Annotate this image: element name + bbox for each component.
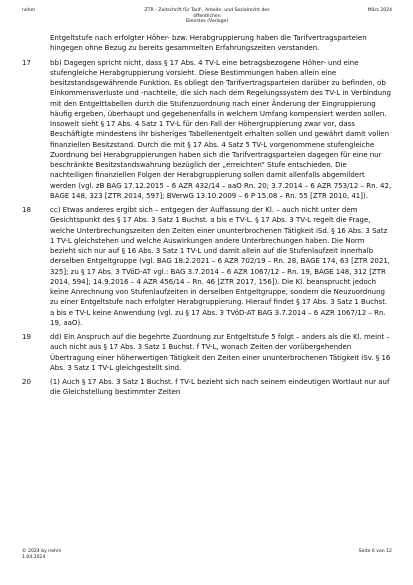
paragraph-continuation bbox=[22, 33, 392, 54]
paragraph-text: cc) Etwas anderes ergibt sich – entgegen der Auffassung der Kl. – auch nicht unter dem Gesichtspunkt des § 17 Abs. 3 Satz 1 Buchst. a bis e TV-L. § 17 Abs. 3 TV-L regelt die Frage, welche Unterbrechungszeiten den Zeiten einer ununterbrochenen Tätigkeit iSd. § 16 Abs. 3 Satz 1 TV-L gleichstehen und welche Auswirkungen andere Unterbrechungen haben. Die Norm bezieht sich nur auf § 16 Abs. 3 Satz 1 TV-L und damit allein auf die Stufenlaufzeit innerhalb derselben Entgeltgruppe (vgl. BAG 18.2.2021 – 6 AZR 702/19 – Rn. 28, BAGE 174, 63 [ZTR 2021, 325]; zu § 17 Abs. 3 TVöD-AT vgl.: BAG 3.7.2014 – 6 AZR 1067/12 – Rn. 19, BAGE 148, 312 [ZTR 2014, 594]; 14.9.2016 – 4 AZR 456/14 – Rn. 46 [ZTR 2017, 156]). Die Kl. beansprucht jedoch keine Anrechnung von Stufenlaufzeiten in derselben Entgeltgruppe, sondern die Neuzuordnung zu einer Entgeltstufe nach erfolgter Herabgruppierung. Hierauf findet § 17 Abs. 3 Satz 1 Buchst. a bis e TV-L keine Anwendung (vgl. zu § 17 Abs. 3 TVöD-AT BAG 3.7.2014 – 6 AZR 1067/12 – Rn. 19, aaO). bbox=[50, 206, 391, 327]
paragraph-text: Entgeltstufe nach erfolgter Höher- bzw. Herabgruppierung haben die Tarifvertragsparteien hingegen ohne Bezug zu bereits gesammelten Erfahrungszeiten verstanden. bbox=[50, 34, 367, 53]
header-date: März 2024 bbox=[367, 8, 392, 13]
header-journal-title-line2: Dienstes (Vorlage) bbox=[185, 19, 229, 25]
paragraph-number: 19 bbox=[22, 333, 31, 341]
paragraph-text: dd) Ein Anspruch auf die begehrte Zuordnung zur Entgeltstufe 5 folgt – anders als die Kl. meint – auch nicht aus § 17 Abs. 3 Satz 1 Buchst. f TV-L, wonach Zeiten der vorübergehenden Übertragung einer höherwertigen Tätigkeit den Zeiten einer ununterbrochenen Tätigkeit iSv. § 16 Abs. 3 Satz 1 TV-L gleichgestellt sind. bbox=[50, 333, 391, 372]
paragraph-19 bbox=[22, 332, 392, 373]
footer-date-line: 1.04.2024 bbox=[22, 555, 46, 561]
paragraph-18 bbox=[22, 205, 392, 328]
header-journal-title-line1: ZTR - Zeitschrift für Tarif-, Arbeits- und Sozialrecht des öffentlichen bbox=[144, 8, 270, 19]
page-number: Seite 6 von 12 bbox=[358, 549, 392, 554]
paragraph-number: 17 bbox=[22, 58, 31, 67]
paragraph-17 bbox=[22, 58, 392, 202]
paragraph-number: 20 bbox=[22, 378, 31, 386]
paragraph-text: bb) Dagegen spricht nicht, dass § 17 Abs. 4 TV-L eine betragsbezogene Höher- und eine stufengleiche Herabgruppierung vorsieht. Diese Bestimmungen haben allein eine besitzstandsgewährende Funktion. Es obliegt den Tarifvertragsparteien darüber zu befinden, ob Einkommensverluste und -nachteile, die sich nach dem Regelungssystem des TV-L in Verbindung mit den Entgelttabellen durch die Stufenzuordnung nach einer Änderung der Eingruppierung häufig ergeben, überhaupt und gegebenenfalls in welchem Umfang kompensiert werden sollen. Insoweit sieht § 17 Abs. 4 Satz 1 TV-L für den Fall der Höhergruppierung zwar vor, dass Beschäftigte mindestens ihr bisheriges Tabellenentgelt erhalten sollen und gewährt damit vollen finanziellen Besitzstand. Durch die mit § 17 Abs. 4 Satz 5 TV-L vorgenommene stufengleiche Zuordnung bei Herabgruppierungen haben sich die Tarifvertragsparteien dagegen für eine nur beschränkte Besitzstandswahrung bezüglich der „erreichten“ Stufe entschieden. Die nachteiligen finanziellen Folgen der Herabgruppierung sollen damit allenfalls abgemildert werden (vgl. zB BAG 17.12.2015 – 6 AZR 432/14 – aaO Rn. 20; 3.7.2014 – 6 AZR 753/12 – Rn. 42, BAGE 148, 323 [ZTR 2014, 597]; BVerwG 13.10.2009 – 6 P 15.08 – Rn. 55 [ZTR 2010, 41]). bbox=[50, 58, 392, 200]
document-body bbox=[22, 33, 392, 402]
footer-copyright-line: © 2024 by nohm bbox=[22, 549, 62, 554]
footer-copyright bbox=[22, 549, 61, 561]
paragraph-20 bbox=[22, 377, 392, 398]
header-publisher: nohm bbox=[22, 8, 36, 13]
page-header bbox=[22, 7, 392, 27]
paragraph-text: (1) Auch § 17 Abs. 3 Satz 1 Buchst. f TV-L bezieht sich nach seinem eindeutigen Wortlaut nur auf die Gleichstellung bestimmter Zeiten bbox=[50, 378, 390, 397]
paragraph-number: 18 bbox=[22, 206, 31, 214]
header-journal-title bbox=[137, 8, 277, 25]
